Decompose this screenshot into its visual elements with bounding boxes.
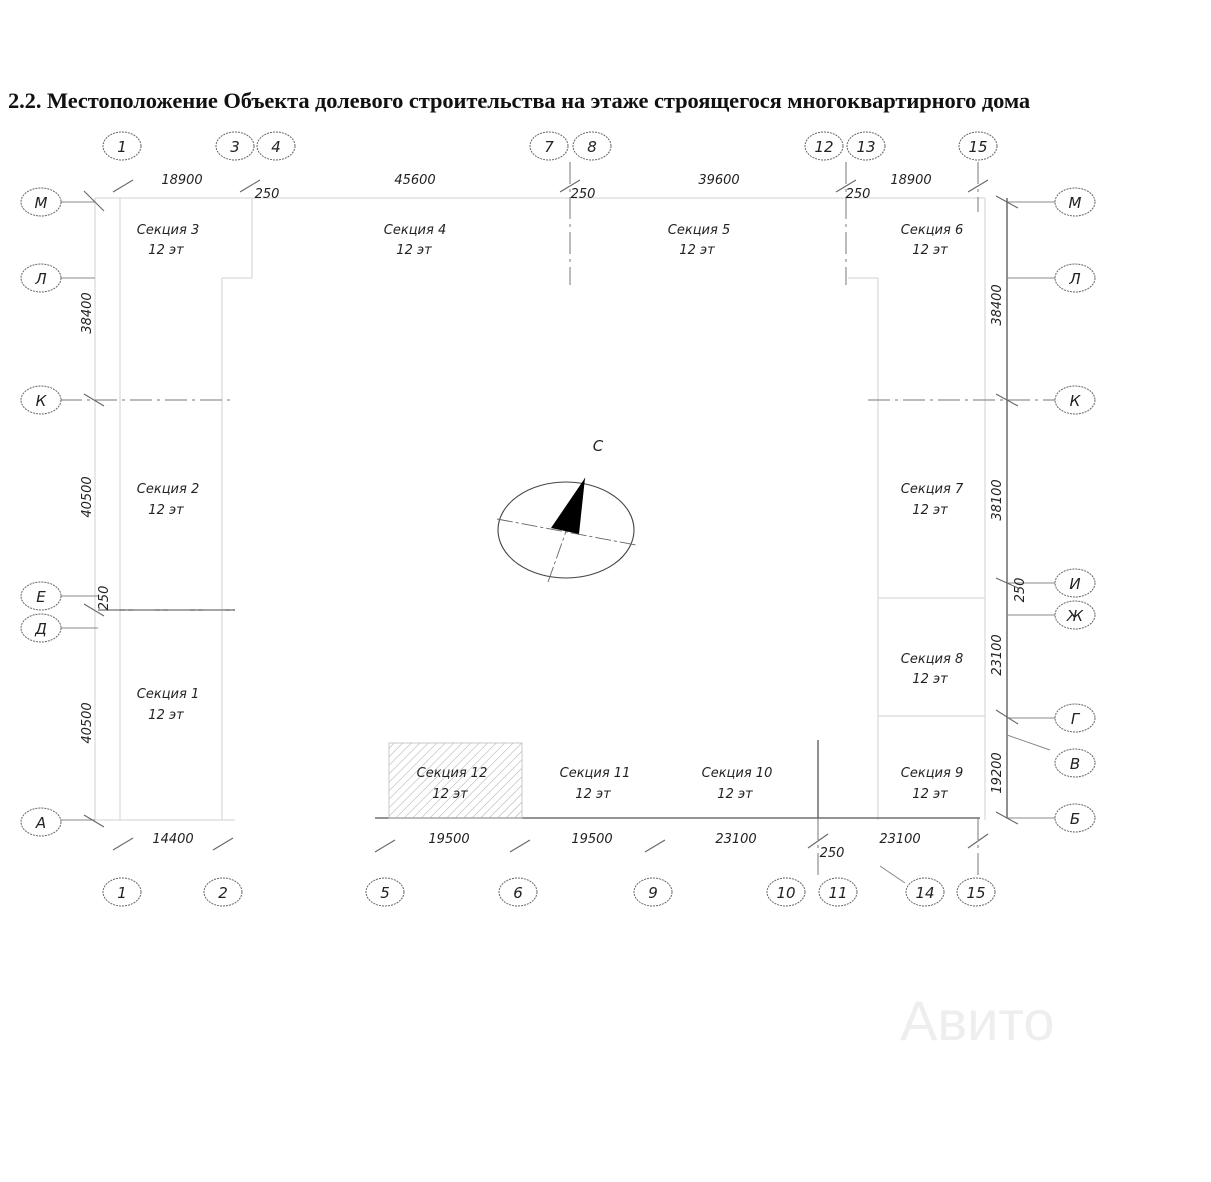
section-3-floors: 12 эт — [148, 243, 184, 258]
dim-top-2: 250 — [254, 187, 280, 202]
axis-top-8: 8 — [587, 138, 597, 156]
dim-top-7: 18900 — [890, 173, 932, 188]
dimension-labels-horizontal — [152, 173, 931, 861]
section-3-name: Секция 3 — [136, 223, 200, 238]
axis-bottom-10: 10 — [776, 884, 796, 902]
dim-bottom-6: 23100 — [879, 832, 921, 847]
axis-bottom-5: 5 — [380, 884, 390, 902]
axis-bottom-15: 15 — [966, 884, 986, 902]
axis-right-i: И — [1069, 575, 1081, 593]
north-compass — [497, 437, 636, 582]
section-4-name: Секция 4 — [383, 223, 447, 238]
axis-top-1: 1 — [117, 138, 127, 156]
section-2-name: Секция 2 — [136, 482, 200, 497]
axis-top-13: 13 — [856, 138, 876, 156]
dim-left-4: 40500 — [80, 702, 95, 744]
axis-bubbles-bottom — [103, 878, 995, 906]
section-12-floors: 12 эт — [432, 787, 468, 802]
dim-bottom-4: 23100 — [715, 832, 757, 847]
dim-top-4: 250 — [570, 187, 596, 202]
dim-right-4: 23100 — [990, 634, 1005, 676]
section-8-name: Секция 8 — [900, 652, 964, 667]
section-4-floors: 12 эт — [396, 243, 432, 258]
section-10-floors: 12 эт — [717, 787, 753, 802]
axis-right-zh: Ж — [1066, 607, 1084, 625]
axis-top-15: 15 — [968, 138, 988, 156]
dim-bottom-3: 19500 — [571, 832, 613, 847]
section-1-name: Секция 1 — [136, 687, 200, 702]
section-9-floors: 12 эт — [912, 787, 948, 802]
watermark: Авито — [900, 989, 1055, 1052]
axis-top-4: 4 — [271, 138, 281, 156]
axis-right-m: М — [1068, 194, 1082, 212]
section-12-name: Секция 12 — [416, 766, 488, 781]
section-2-floors: 12 эт — [148, 503, 184, 518]
axis-left-e: Е — [36, 588, 46, 606]
section-8-floors: 12 эт — [912, 672, 948, 687]
dim-top-1: 18900 — [161, 173, 203, 188]
axis-top-7: 7 — [544, 138, 554, 156]
axis-bottom-14: 14 — [915, 884, 935, 902]
section-11-floors: 12 эт — [575, 787, 611, 802]
section-11-name: Секция 11 — [559, 766, 631, 781]
dim-top-3: 45600 — [394, 173, 436, 188]
dim-bottom-5: 250 — [819, 846, 845, 861]
section-6-floors: 12 эт — [912, 243, 948, 258]
axis-right-v: В — [1069, 755, 1081, 773]
section-1-floors: 12 эт — [148, 708, 184, 723]
dim-bottom-1: 14400 — [152, 832, 194, 847]
axis-bottom-11: 11 — [828, 884, 848, 902]
page-title: 2.2. Местоположение Объекта долевого строительства на этаже строящегося многоквартирного дома — [8, 88, 1031, 113]
dim-right-2: 38100 — [990, 479, 1005, 521]
axis-left-d: Д — [35, 620, 47, 638]
axis-bottom-9: 9 — [648, 884, 658, 902]
axis-left-m: М — [34, 194, 48, 212]
axis-left-l: Л — [35, 270, 47, 288]
dim-right-3: 250 — [1013, 577, 1028, 603]
main-lines — [98, 198, 1007, 818]
axis-bottom-6: 6 — [513, 884, 523, 902]
section-7-name: Секция 7 — [900, 482, 964, 497]
section-10-name: Секция 10 — [701, 766, 773, 781]
dim-right-5: 19200 — [990, 752, 1005, 794]
section-labels — [137, 223, 964, 802]
axis-right-l: Л — [1069, 270, 1081, 288]
dim-right-1: 38400 — [990, 284, 1005, 326]
building-outlines — [95, 198, 985, 820]
compass-north-label: С — [592, 437, 604, 455]
axis-left-a: А — [35, 814, 47, 832]
section-6-name: Секция 6 — [900, 223, 964, 238]
dim-top-5: 39600 — [698, 173, 740, 188]
section-5-floors: 12 эт — [679, 243, 715, 258]
dim-left-1: 38400 — [80, 292, 95, 334]
dim-top-6: 250 — [845, 187, 871, 202]
dim-left-3: 250 — [97, 585, 112, 611]
axis-right-b: Б — [1069, 810, 1081, 828]
section-9-name: Секция 9 — [900, 766, 964, 781]
axis-top-12: 12 — [814, 138, 834, 156]
dim-left-2: 40500 — [80, 476, 95, 518]
axis-top-3: 3 — [230, 138, 240, 156]
dim-bottom-2: 19500 — [428, 832, 470, 847]
axis-right-g: Г — [1070, 710, 1080, 728]
section-5-name: Секция 5 — [667, 223, 731, 238]
axis-bottom-1: 1 — [117, 884, 127, 902]
axis-right-k: К — [1069, 392, 1081, 410]
axis-left-k: К — [35, 392, 47, 410]
axis-bottom-2: 2 — [218, 884, 228, 902]
section-7-floors: 12 эт — [912, 503, 948, 518]
